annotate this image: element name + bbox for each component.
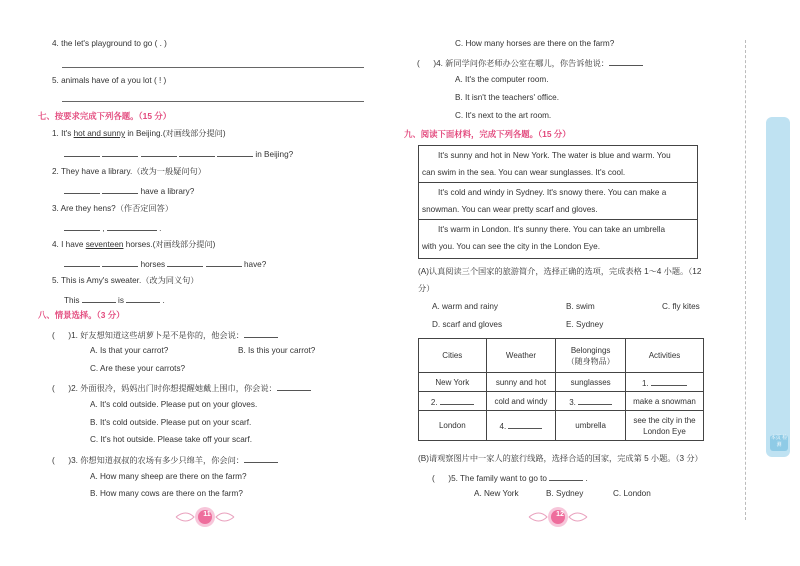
table-cell: sunny and hot [486, 373, 556, 392]
passage-london-line1: It's warm in London. It's sunny there. You can take an umbrella [438, 225, 666, 234]
s7-q5-answer[interactable]: This is . [64, 293, 165, 306]
passage-sydney-line1: It's cold and windy in Sydney. It's snowy there. You can make a [438, 188, 667, 197]
s7-q1: 1. It's hot and sunny in Beijing.(对画线部分提问) [52, 129, 226, 138]
binding-dashed-line [745, 40, 746, 520]
s8-q4-option-c: C. It's next to the art room. [455, 111, 552, 120]
s7-q2-answer[interactable]: have a library? [64, 184, 194, 197]
s8-q1-option-b: B. Is this your carrot? [238, 346, 316, 355]
part-b-instruction: (B)请观察图片中一家人的旅行线路，选择合适的国家，完成第 5 小题。（3 分） [418, 454, 703, 463]
table-cell: make a snowman [625, 392, 703, 411]
option-a: A. warm and rainy [432, 302, 498, 311]
table-answer-cell[interactable]: 1. [625, 373, 703, 392]
table-header-weather: Weather [486, 339, 556, 373]
s7-q2: 2. They have a library.（改为一般疑问句） [52, 167, 206, 176]
s7-q3-answer[interactable]: , . [64, 221, 161, 234]
passage-sydney-line2: snowman. You can wear pretty scarf and gloves. [422, 205, 598, 214]
s7-q3: 3. Are they hens?（作否定回答） [52, 204, 174, 213]
section-8-title: 八、情景选择。（3 分） [38, 310, 125, 320]
page-number-left: 11 [203, 511, 211, 518]
q5-option-c: C. London [613, 489, 651, 498]
passage-newyork-line2: can swim in the sea. You can wear sunglasses. It's cool. [422, 168, 626, 177]
s8-q2: ( )2. 外面很冷，妈妈出门时你想提醒她戴上围巾，你会说： [52, 381, 311, 394]
s8-q2-option-b: B. It's cold outside. Please put on your scarf. [90, 418, 252, 427]
s8-q3-option-c: C. How many horses are there on the farm? [455, 39, 615, 48]
side-check-label: 本页 检测 [770, 435, 788, 451]
q5-option-b: B. Sydney [546, 489, 584, 498]
s8-q1-option-c: C. Are these your carrots? [90, 364, 186, 373]
q5-text: 5. animals have of a you lot ( ! ) [52, 76, 167, 85]
s8-q3: ( )3. 你想知道叔叔的农场有多少只绵羊，你会问： [52, 453, 278, 466]
s8-q4: ( )4. 新同学问你老师办公室在哪儿，你告诉他说： [417, 56, 643, 69]
travel-table [418, 338, 704, 441]
table-header-activities: Activities [625, 339, 703, 373]
part-a-instruction: (A)认真阅读三个国家的旅游简介，选择正确的选项，完成表格 1～4 小题。（12 [418, 267, 702, 276]
passage-newyork-line1: It's sunny and hot in New York. The water is blue and warm. You [438, 151, 671, 160]
table-answer-cell[interactable]: 2. [419, 392, 487, 411]
passage-london-line2: with you. You can see the city in the London Eye. [422, 242, 600, 251]
s7-q4: 4. I have seventeen horses.(对画线部分提问) [52, 240, 216, 249]
table-answer-cell[interactable]: 3. [556, 392, 626, 411]
s8-q3-option-b: B. How many cows are there on the farm? [90, 489, 243, 498]
s8-q4-option-a: A. It's the computer room. [455, 75, 549, 84]
s8-q1: ( )1. 好友想知道这些胡萝卜是不是你的，他会说： [52, 328, 278, 341]
table-header-belongings: Belongings （随身物品） [556, 339, 626, 373]
s7-q4-answer[interactable]: horses have? [64, 257, 266, 270]
section-7-title: 七、按要求完成下列各题。（15 分） [38, 111, 172, 121]
s8-q1-option-a: A. Is that your carrot? [90, 346, 169, 355]
s7-q5: 5. This is Amy's sweater.（改为同义句） [52, 276, 199, 285]
part-b-q5: ( )5. The family want to go to . [432, 471, 588, 484]
option-b: B. swim [566, 302, 595, 311]
table-header-cities: Cities [419, 339, 487, 373]
table-cell: New York [419, 373, 487, 392]
option-d: D. scarf and gloves [432, 320, 503, 329]
s8-q4-option-b: B. It isn't the teachers' office. [455, 93, 560, 102]
answer-line[interactable] [62, 101, 364, 102]
table-cell: cold and windy [486, 392, 556, 411]
table-cell: sunglasses [556, 373, 626, 392]
table-answer-cell[interactable]: 4. [486, 411, 556, 441]
table-cell: London [419, 411, 487, 441]
table-cell: umbrella [556, 411, 626, 441]
part-a-instruction-cont: 分） [418, 284, 435, 293]
side-tab [766, 117, 790, 457]
q5-option-a: A. New York [474, 489, 519, 498]
answer-line[interactable] [62, 67, 364, 68]
s8-q2-option-a: A. It's cold outside. Please put on your gloves. [90, 400, 258, 409]
s7-q1-answer[interactable]: in Beijing? [64, 147, 293, 160]
section-9-title: 九、阅读下面材料，完成下列各题。（15 分） [404, 129, 571, 139]
s8-q2-option-c: C. It's hot outside. Please take off your scarf. [90, 435, 253, 444]
table-cell: see the city in the London Eye [625, 411, 703, 441]
q4-text: 4. the let's playground to go ( . ) [52, 39, 167, 48]
option-c: C. fly kites [662, 302, 700, 311]
s8-q3-option-a: A. How many sheep are there on the farm? [90, 472, 247, 481]
option-e: E. Sydney [566, 320, 604, 329]
page-number-right: 12 [556, 511, 564, 518]
